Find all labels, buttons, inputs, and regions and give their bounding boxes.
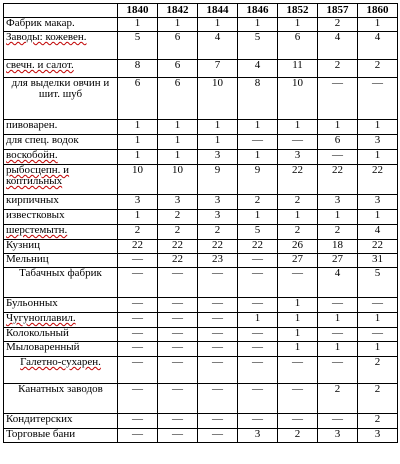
- cell-value: 22: [198, 240, 238, 254]
- cell-value: 3: [158, 195, 198, 210]
- table-row: [4, 135, 398, 150]
- table-row: [4, 150, 398, 165]
- cell-value: 6: [158, 78, 198, 120]
- cell-value: —: [198, 384, 238, 414]
- row-label: Чугуноплавил.: [4, 313, 118, 328]
- cell-value: 1: [318, 342, 358, 357]
- cell-value: —: [118, 268, 158, 298]
- cell-value: 1: [318, 120, 358, 135]
- cell-value: 8: [238, 78, 278, 120]
- cell-value: 10: [118, 165, 158, 195]
- cell-value: —: [158, 313, 198, 328]
- table-row: [4, 32, 398, 60]
- cell-value: —: [198, 429, 238, 443]
- cell-value: —: [358, 328, 398, 342]
- cell-value: 3: [358, 195, 398, 210]
- cell-value: 1: [198, 18, 238, 32]
- cell-value: —: [158, 384, 198, 414]
- cell-value: 1: [278, 210, 318, 225]
- year-header: 1846: [238, 4, 278, 18]
- cell-value: 1: [158, 120, 198, 135]
- cell-value: 22: [158, 240, 198, 254]
- cell-value: 3: [278, 150, 318, 165]
- cell-value: 1: [358, 342, 398, 357]
- row-label: Канатных заводов: [4, 384, 118, 414]
- cell-value: 2: [318, 18, 358, 32]
- cell-value: 2: [358, 384, 398, 414]
- cell-value: —: [278, 135, 318, 150]
- cell-value: 10: [278, 78, 318, 120]
- cell-value: 2: [278, 225, 318, 240]
- row-label: Заводы: кожевен.: [4, 32, 118, 60]
- year-header: 1857: [318, 4, 358, 18]
- row-label: Мельниц: [4, 254, 118, 268]
- row-label: Торговые бани: [4, 429, 118, 443]
- cell-value: —: [198, 268, 238, 298]
- table-row: [4, 165, 398, 195]
- document: [3, 3, 397, 443]
- cell-value: 22: [158, 254, 198, 268]
- table-row: [4, 313, 398, 328]
- table-row: [4, 268, 398, 298]
- cell-value: 2: [318, 60, 358, 78]
- row-label: воскобойн.: [4, 150, 118, 165]
- cell-value: —: [278, 268, 318, 298]
- cell-value: 11: [278, 60, 318, 78]
- cell-value: —: [198, 342, 238, 357]
- cell-value: 1: [158, 135, 198, 150]
- cell-value: 1: [198, 135, 238, 150]
- cell-value: 22: [238, 240, 278, 254]
- cell-value: 1: [358, 18, 398, 32]
- cell-value: 2: [358, 60, 398, 78]
- cell-value: 6: [158, 60, 198, 78]
- cell-value: —: [118, 429, 158, 443]
- table-row: [4, 328, 398, 342]
- cell-value: 1: [118, 210, 158, 225]
- cell-value: 2: [118, 225, 158, 240]
- table-row: [4, 298, 398, 313]
- cell-value: 22: [318, 165, 358, 195]
- cell-value: 1: [318, 313, 358, 328]
- cell-value: 10: [198, 78, 238, 120]
- row-label: Бульонных: [4, 298, 118, 313]
- cell-value: —: [318, 357, 358, 384]
- row-label: Кузниц: [4, 240, 118, 254]
- cell-value: 2: [278, 429, 318, 443]
- table-row: [4, 342, 398, 357]
- cell-value: —: [198, 414, 238, 429]
- cell-value: 26: [278, 240, 318, 254]
- cell-value: 18: [318, 240, 358, 254]
- row-label: свечн. и салот.: [4, 60, 118, 78]
- cell-value: 5: [238, 225, 278, 240]
- cell-value: —: [158, 429, 198, 443]
- row-label: для спец. водок: [4, 135, 118, 150]
- cell-value: —: [118, 357, 158, 384]
- row-label: Кондитерских: [4, 414, 118, 429]
- cell-value: 1: [358, 313, 398, 328]
- cell-value: 1: [238, 150, 278, 165]
- cell-value: —: [318, 328, 358, 342]
- cell-value: —: [198, 298, 238, 313]
- cell-value: —: [238, 414, 278, 429]
- cell-value: 6: [118, 78, 158, 120]
- row-label: Фабрик макар.: [4, 18, 118, 32]
- cell-value: 6: [158, 32, 198, 60]
- table-row: [4, 254, 398, 268]
- cell-value: —: [198, 328, 238, 342]
- cell-value: —: [318, 78, 358, 120]
- cell-value: 22: [358, 165, 398, 195]
- cell-value: 1: [318, 210, 358, 225]
- table-row: [4, 429, 398, 443]
- table-header: [4, 4, 398, 18]
- cell-value: 3: [318, 195, 358, 210]
- cell-value: 4: [198, 32, 238, 60]
- table-row: [4, 120, 398, 135]
- cell-value: 6: [278, 32, 318, 60]
- cell-value: 1: [358, 120, 398, 135]
- cell-value: 1: [278, 298, 318, 313]
- table-row: [4, 384, 398, 414]
- cell-value: —: [278, 384, 318, 414]
- cell-value: 27: [318, 254, 358, 268]
- cell-value: —: [358, 78, 398, 120]
- cell-value: 1: [278, 313, 318, 328]
- cell-value: 3: [238, 429, 278, 443]
- cell-value: 1: [118, 150, 158, 165]
- row-label: рыбосцепн. и коптильных: [4, 165, 118, 195]
- cell-value: 1: [278, 342, 318, 357]
- cell-value: —: [118, 342, 158, 357]
- factories-table: [3, 3, 398, 443]
- cell-value: —: [318, 298, 358, 313]
- table-row: [4, 240, 398, 254]
- cell-value: —: [118, 328, 158, 342]
- cell-value: —: [118, 254, 158, 268]
- cell-value: —: [238, 328, 278, 342]
- year-header: 1844: [198, 4, 238, 18]
- cell-value: —: [198, 313, 238, 328]
- cell-value: 1: [118, 120, 158, 135]
- cell-value: 7: [198, 60, 238, 78]
- cell-value: 22: [118, 240, 158, 254]
- year-header: 1840: [118, 4, 158, 18]
- cell-value: 1: [238, 313, 278, 328]
- cell-value: 3: [198, 210, 238, 225]
- cell-value: 2: [318, 384, 358, 414]
- cell-value: —: [158, 328, 198, 342]
- row-label: кирпичных: [4, 195, 118, 210]
- header-row: [4, 4, 398, 18]
- cell-value: 1: [278, 328, 318, 342]
- row-label: известковых: [4, 210, 118, 225]
- cell-value: 2: [278, 195, 318, 210]
- year-header: 1860: [358, 4, 398, 18]
- cell-value: 1: [358, 150, 398, 165]
- cell-value: 1: [238, 210, 278, 225]
- cell-value: —: [118, 414, 158, 429]
- table-row: [4, 357, 398, 384]
- cell-value: —: [158, 298, 198, 313]
- row-label: пивоварен.: [4, 120, 118, 135]
- table-row: [4, 225, 398, 240]
- row-label: Колокольный: [4, 328, 118, 342]
- cell-value: 5: [118, 32, 158, 60]
- cell-value: 8: [118, 60, 158, 78]
- cell-value: 3: [198, 150, 238, 165]
- cell-value: —: [318, 150, 358, 165]
- row-label: для выделки овчин и шит. шуб: [4, 78, 118, 120]
- cell-value: —: [238, 268, 278, 298]
- cell-value: 9: [198, 165, 238, 195]
- cell-value: 2: [358, 357, 398, 384]
- cell-value: 10: [158, 165, 198, 195]
- row-label: шерстемытн.: [4, 225, 118, 240]
- cell-value: 1: [238, 18, 278, 32]
- cell-value: 2: [318, 225, 358, 240]
- cell-value: 3: [198, 195, 238, 210]
- cell-value: 4: [318, 268, 358, 298]
- cell-value: 1: [358, 210, 398, 225]
- cell-value: 23: [198, 254, 238, 268]
- cell-value: —: [238, 135, 278, 150]
- cell-value: —: [118, 384, 158, 414]
- cell-value: 2: [198, 225, 238, 240]
- table-row: [4, 414, 398, 429]
- cell-value: 4: [358, 225, 398, 240]
- table-row: [4, 210, 398, 225]
- cell-value: 2: [158, 210, 198, 225]
- cell-value: —: [158, 414, 198, 429]
- cell-value: —: [238, 384, 278, 414]
- year-header: 1842: [158, 4, 198, 18]
- year-header: 1852: [278, 4, 318, 18]
- cell-value: —: [238, 357, 278, 384]
- cell-value: 2: [238, 195, 278, 210]
- cell-value: 1: [118, 18, 158, 32]
- cell-value: 31: [358, 254, 398, 268]
- cell-value: —: [278, 357, 318, 384]
- cell-value: 5: [358, 268, 398, 298]
- cell-value: —: [118, 313, 158, 328]
- cell-value: 4: [318, 32, 358, 60]
- cell-value: —: [358, 298, 398, 313]
- cell-value: 4: [358, 32, 398, 60]
- cell-value: 22: [358, 240, 398, 254]
- cell-value: 6: [318, 135, 358, 150]
- table-row: [4, 60, 398, 78]
- cell-value: 1: [198, 120, 238, 135]
- cell-value: 1: [158, 18, 198, 32]
- row-label: Табачных фабрик: [4, 268, 118, 298]
- cell-value: —: [158, 268, 198, 298]
- row-label: Мыловаренный: [4, 342, 118, 357]
- cell-value: 5: [238, 32, 278, 60]
- cell-value: 27: [278, 254, 318, 268]
- cell-value: 1: [118, 135, 158, 150]
- table-row: [4, 18, 398, 32]
- cell-value: —: [238, 342, 278, 357]
- cell-value: 3: [118, 195, 158, 210]
- row-label: Галетно-сухарен.: [4, 357, 118, 384]
- cell-value: 2: [358, 414, 398, 429]
- cell-value: 3: [318, 429, 358, 443]
- table-body: [4, 18, 398, 443]
- cell-value: 1: [278, 120, 318, 135]
- table-row: [4, 78, 398, 120]
- cell-value: 22: [278, 165, 318, 195]
- cell-value: —: [238, 298, 278, 313]
- header-corner: [4, 4, 118, 18]
- cell-value: 1: [278, 18, 318, 32]
- cell-value: 1: [238, 120, 278, 135]
- cell-value: —: [278, 414, 318, 429]
- cell-value: —: [158, 357, 198, 384]
- cell-value: —: [158, 342, 198, 357]
- cell-value: 4: [238, 60, 278, 78]
- cell-value: —: [318, 414, 358, 429]
- cell-value: —: [118, 298, 158, 313]
- cell-value: 3: [358, 429, 398, 443]
- cell-value: —: [198, 357, 238, 384]
- cell-value: 9: [238, 165, 278, 195]
- cell-value: 2: [158, 225, 198, 240]
- table-row: [4, 195, 398, 210]
- cell-value: —: [238, 254, 278, 268]
- cell-value: 1: [158, 150, 198, 165]
- cell-value: 3: [358, 135, 398, 150]
